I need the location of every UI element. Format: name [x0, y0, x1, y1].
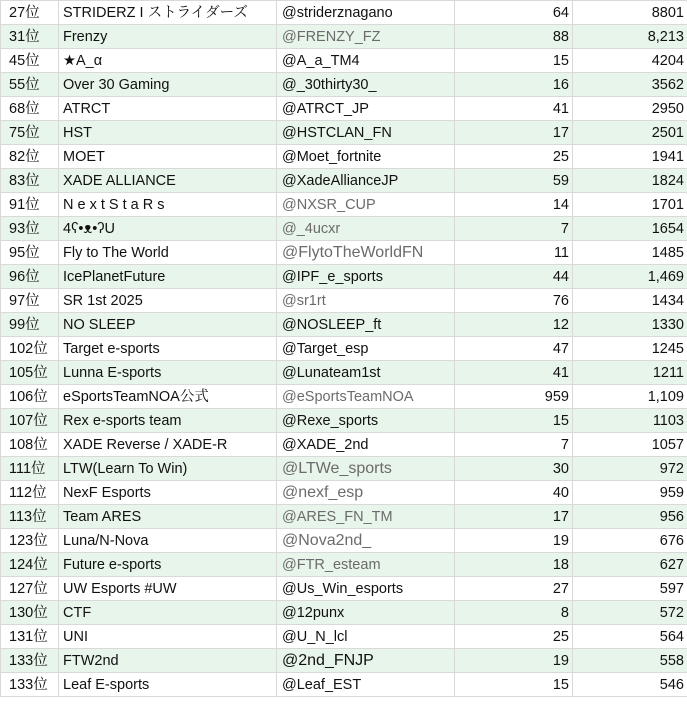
- score-cell[interactable]: 676: [573, 529, 687, 553]
- count-cell[interactable]: 18: [455, 553, 573, 577]
- table-row: [1, 433, 687, 457]
- score-cell[interactable]: 956: [573, 505, 687, 529]
- team-name-cell[interactable]: Lunna E-sports: [59, 361, 277, 385]
- rank-cell[interactable]: 124位: [1, 553, 59, 577]
- table-row: [1, 265, 687, 289]
- score-cell[interactable]: 1330: [573, 313, 687, 337]
- handle-cell[interactable]: @Nova2nd_: [277, 529, 455, 553]
- table-row: [1, 97, 687, 121]
- rank-cell[interactable]: 99位: [1, 313, 59, 337]
- count-cell[interactable]: 64: [455, 1, 573, 25]
- count-cell[interactable]: 88: [455, 25, 573, 49]
- team-name-cell[interactable]: XADE ALLIANCE: [59, 169, 277, 193]
- count-cell[interactable]: 76: [455, 289, 573, 313]
- handle-cell[interactable]: @Leaf_EST: [277, 673, 455, 697]
- handle-cell[interactable]: @12punx: [277, 601, 455, 625]
- table-row: [1, 73, 687, 97]
- team-name-cell[interactable]: MOET: [59, 145, 277, 169]
- score-cell[interactable]: 1654: [573, 217, 687, 241]
- count-cell[interactable]: 15: [455, 409, 573, 433]
- handle-cell[interactable]: @striderznagano: [277, 1, 455, 25]
- table-row: [1, 649, 687, 673]
- team-name-cell[interactable]: Frenzy: [59, 25, 277, 49]
- count-cell[interactable]: 19: [455, 529, 573, 553]
- team-name-cell[interactable]: LTW(Learn To Win): [59, 457, 277, 481]
- count-cell[interactable]: 47: [455, 337, 573, 361]
- handle-cell[interactable]: @NXSR_CUP: [277, 193, 455, 217]
- score-cell[interactable]: 8,213: [573, 25, 687, 49]
- team-name-cell[interactable]: NexF Esports: [59, 481, 277, 505]
- table-row: [1, 193, 687, 217]
- team-name-cell[interactable]: SR 1st 2025: [59, 289, 277, 313]
- score-cell[interactable]: 1,109: [573, 385, 687, 409]
- table-row: [1, 577, 687, 601]
- count-cell[interactable]: 16: [455, 73, 573, 97]
- table-row: [1, 313, 687, 337]
- table-row: [1, 1, 687, 25]
- score-cell[interactable]: 1245: [573, 337, 687, 361]
- count-cell[interactable]: 15: [455, 673, 573, 697]
- rank-cell[interactable]: 31位: [1, 25, 59, 49]
- team-name-cell[interactable]: ATRCT: [59, 97, 277, 121]
- count-cell[interactable]: 25: [455, 145, 573, 169]
- team-name-cell[interactable]: IcePlanetFuture: [59, 265, 277, 289]
- handle-cell[interactable]: @HSTCLAN_FN: [277, 121, 455, 145]
- rank-cell[interactable]: 68位: [1, 97, 59, 121]
- table-row: [1, 457, 687, 481]
- score-cell[interactable]: 1103: [573, 409, 687, 433]
- handle-cell[interactable]: @XadeAllianceJP: [277, 169, 455, 193]
- rank-cell[interactable]: 133位: [1, 673, 59, 697]
- team-name-cell[interactable]: STRIDERZ I ストライダーズ: [59, 1, 277, 25]
- score-cell[interactable]: 564: [573, 625, 687, 649]
- score-cell[interactable]: 2501: [573, 121, 687, 145]
- count-cell[interactable]: 17: [455, 505, 573, 529]
- rank-cell[interactable]: 127位: [1, 577, 59, 601]
- handle-cell[interactable]: @nexf_esp: [277, 481, 455, 505]
- table-row: [1, 337, 687, 361]
- table-row: [1, 529, 687, 553]
- team-name-cell[interactable]: Luna/N-Nova: [59, 529, 277, 553]
- rank-cell[interactable]: 75位: [1, 121, 59, 145]
- rank-cell[interactable]: 123位: [1, 529, 59, 553]
- score-cell[interactable]: 1485: [573, 241, 687, 265]
- rank-cell[interactable]: 27位: [1, 1, 59, 25]
- handle-cell[interactable]: @Moet_fortnite: [277, 145, 455, 169]
- team-name-cell[interactable]: FTW2nd: [59, 649, 277, 673]
- rank-cell[interactable]: 93位: [1, 217, 59, 241]
- team-name-cell[interactable]: Future e-sports: [59, 553, 277, 577]
- team-name-cell[interactable]: UNI: [59, 625, 277, 649]
- handle-cell[interactable]: @_4ucxr: [277, 217, 455, 241]
- handle-cell[interactable]: @2nd_FNJP: [277, 649, 455, 673]
- score-cell[interactable]: 3562: [573, 73, 687, 97]
- handle-cell[interactable]: @ARES_FN_TM: [277, 505, 455, 529]
- team-name-cell[interactable]: Leaf E-sports: [59, 673, 277, 697]
- score-cell[interactable]: 1,469: [573, 265, 687, 289]
- handle-cell[interactable]: @XADE_2nd: [277, 433, 455, 457]
- count-cell[interactable]: 25: [455, 625, 573, 649]
- team-name-cell[interactable]: XADE Reverse / XADE-R: [59, 433, 277, 457]
- handle-cell[interactable]: @_30thirty30_: [277, 73, 455, 97]
- rank-cell[interactable]: 45位: [1, 49, 59, 73]
- score-cell[interactable]: 1434: [573, 289, 687, 313]
- team-name-cell[interactable]: 4ʕ•ᴥ•ʔU: [59, 217, 277, 241]
- team-name-cell[interactable]: Target e-sports: [59, 337, 277, 361]
- team-name-cell[interactable]: ★A_α: [59, 49, 277, 73]
- count-cell[interactable]: 12: [455, 313, 573, 337]
- team-name-cell[interactable]: Rex e-sports team: [59, 409, 277, 433]
- table-row: [1, 409, 687, 433]
- team-name-cell[interactable]: UW Esports #UW: [59, 577, 277, 601]
- rank-cell[interactable]: 113位: [1, 505, 59, 529]
- count-cell[interactable]: 44: [455, 265, 573, 289]
- count-cell[interactable]: 7: [455, 217, 573, 241]
- count-cell[interactable]: 17: [455, 121, 573, 145]
- count-cell[interactable]: 59: [455, 169, 573, 193]
- table-row: [1, 361, 687, 385]
- score-cell[interactable]: 1057: [573, 433, 687, 457]
- team-name-cell[interactable]: Over 30 Gaming: [59, 73, 277, 97]
- score-cell[interactable]: 972: [573, 457, 687, 481]
- count-cell[interactable]: 11: [455, 241, 573, 265]
- score-cell[interactable]: 572: [573, 601, 687, 625]
- handle-cell[interactable]: @A_a_TM4: [277, 49, 455, 73]
- rank-cell[interactable]: 130位: [1, 601, 59, 625]
- rank-cell[interactable]: 133位: [1, 649, 59, 673]
- rank-cell[interactable]: 91位: [1, 193, 59, 217]
- table-row: [1, 169, 687, 193]
- table-row: [1, 601, 687, 625]
- table-row: [1, 505, 687, 529]
- score-cell[interactable]: 4204: [573, 49, 687, 73]
- score-cell[interactable]: 546: [573, 673, 687, 697]
- rank-cell[interactable]: 106位: [1, 385, 59, 409]
- table-row: [1, 49, 687, 73]
- rank-cell[interactable]: 97位: [1, 289, 59, 313]
- rank-cell[interactable]: 107位: [1, 409, 59, 433]
- score-cell[interactable]: 1941: [573, 145, 687, 169]
- team-name-cell[interactable]: N e x t S t a R s: [59, 193, 277, 217]
- handle-cell[interactable]: @Target_esp: [277, 337, 455, 361]
- team-name-cell[interactable]: eSportsTeamNOA公式: [59, 385, 277, 409]
- rank-cell[interactable]: 95位: [1, 241, 59, 265]
- table-row: [1, 385, 687, 409]
- table-row: [1, 217, 687, 241]
- rank-cell[interactable]: 82位: [1, 145, 59, 169]
- count-cell[interactable]: 19: [455, 649, 573, 673]
- handle-cell[interactable]: @Rexe_sports: [277, 409, 455, 433]
- count-cell[interactable]: 41: [455, 97, 573, 121]
- rankings-rows: [1, 1, 687, 697]
- rank-cell[interactable]: 102位: [1, 337, 59, 361]
- handle-cell[interactable]: @NOSLEEP_ft: [277, 313, 455, 337]
- team-name-cell[interactable]: Fly to The World: [59, 241, 277, 265]
- handle-cell[interactable]: @IPF_e_sports: [277, 265, 455, 289]
- count-cell[interactable]: 40: [455, 481, 573, 505]
- table-row: [1, 289, 687, 313]
- rank-cell[interactable]: 108位: [1, 433, 59, 457]
- count-cell[interactable]: 27: [455, 577, 573, 601]
- team-name-cell[interactable]: Team ARES: [59, 505, 277, 529]
- handle-cell[interactable]: @FTR_esteam: [277, 553, 455, 577]
- table-row: [1, 121, 687, 145]
- score-cell[interactable]: 627: [573, 553, 687, 577]
- table-row: [1, 553, 687, 577]
- handle-cell[interactable]: @FRENZY_FZ: [277, 25, 455, 49]
- table-row: [1, 481, 687, 505]
- rank-cell[interactable]: 105位: [1, 361, 59, 385]
- table-row: [1, 25, 687, 49]
- handle-cell[interactable]: @sr1rt: [277, 289, 455, 313]
- count-cell[interactable]: 15: [455, 49, 573, 73]
- rank-cell[interactable]: 96位: [1, 265, 59, 289]
- count-cell[interactable]: 7: [455, 433, 573, 457]
- team-name-cell[interactable]: HST: [59, 121, 277, 145]
- handle-cell[interactable]: @ATRCT_JP: [277, 97, 455, 121]
- count-cell[interactable]: 8: [455, 601, 573, 625]
- rank-cell[interactable]: 112位: [1, 481, 59, 505]
- rank-cell[interactable]: 55位: [1, 73, 59, 97]
- score-cell[interactable]: 597: [573, 577, 687, 601]
- table-row: [1, 145, 687, 169]
- handle-cell[interactable]: @U_N_lcl: [277, 625, 455, 649]
- rank-cell[interactable]: 131位: [1, 625, 59, 649]
- rank-cell[interactable]: 111位: [1, 457, 59, 481]
- count-cell[interactable]: 14: [455, 193, 573, 217]
- score-cell[interactable]: 8801: [573, 1, 687, 25]
- handle-cell[interactable]: @eSportsTeamNOA: [277, 385, 455, 409]
- handle-cell[interactable]: @FlytoTheWorldFN: [277, 241, 455, 265]
- score-cell[interactable]: 959: [573, 481, 687, 505]
- team-name-cell[interactable]: CTF: [59, 601, 277, 625]
- table-row: [1, 241, 687, 265]
- rank-cell[interactable]: 83位: [1, 169, 59, 193]
- score-cell[interactable]: 1701: [573, 193, 687, 217]
- count-cell[interactable]: 30: [455, 457, 573, 481]
- score-cell[interactable]: 1211: [573, 361, 687, 385]
- count-cell[interactable]: 959: [455, 385, 573, 409]
- handle-cell[interactable]: @LTWe_sports: [277, 457, 455, 481]
- score-cell[interactable]: 558: [573, 649, 687, 673]
- handle-cell[interactable]: @Lunateam1st: [277, 361, 455, 385]
- score-cell[interactable]: 1824: [573, 169, 687, 193]
- score-cell[interactable]: 2950: [573, 97, 687, 121]
- table-row: [1, 673, 687, 697]
- handle-cell[interactable]: @Us_Win_esports: [277, 577, 455, 601]
- team-name-cell[interactable]: NO SLEEP: [59, 313, 277, 337]
- table-row: [1, 625, 687, 649]
- count-cell[interactable]: 41: [455, 361, 573, 385]
